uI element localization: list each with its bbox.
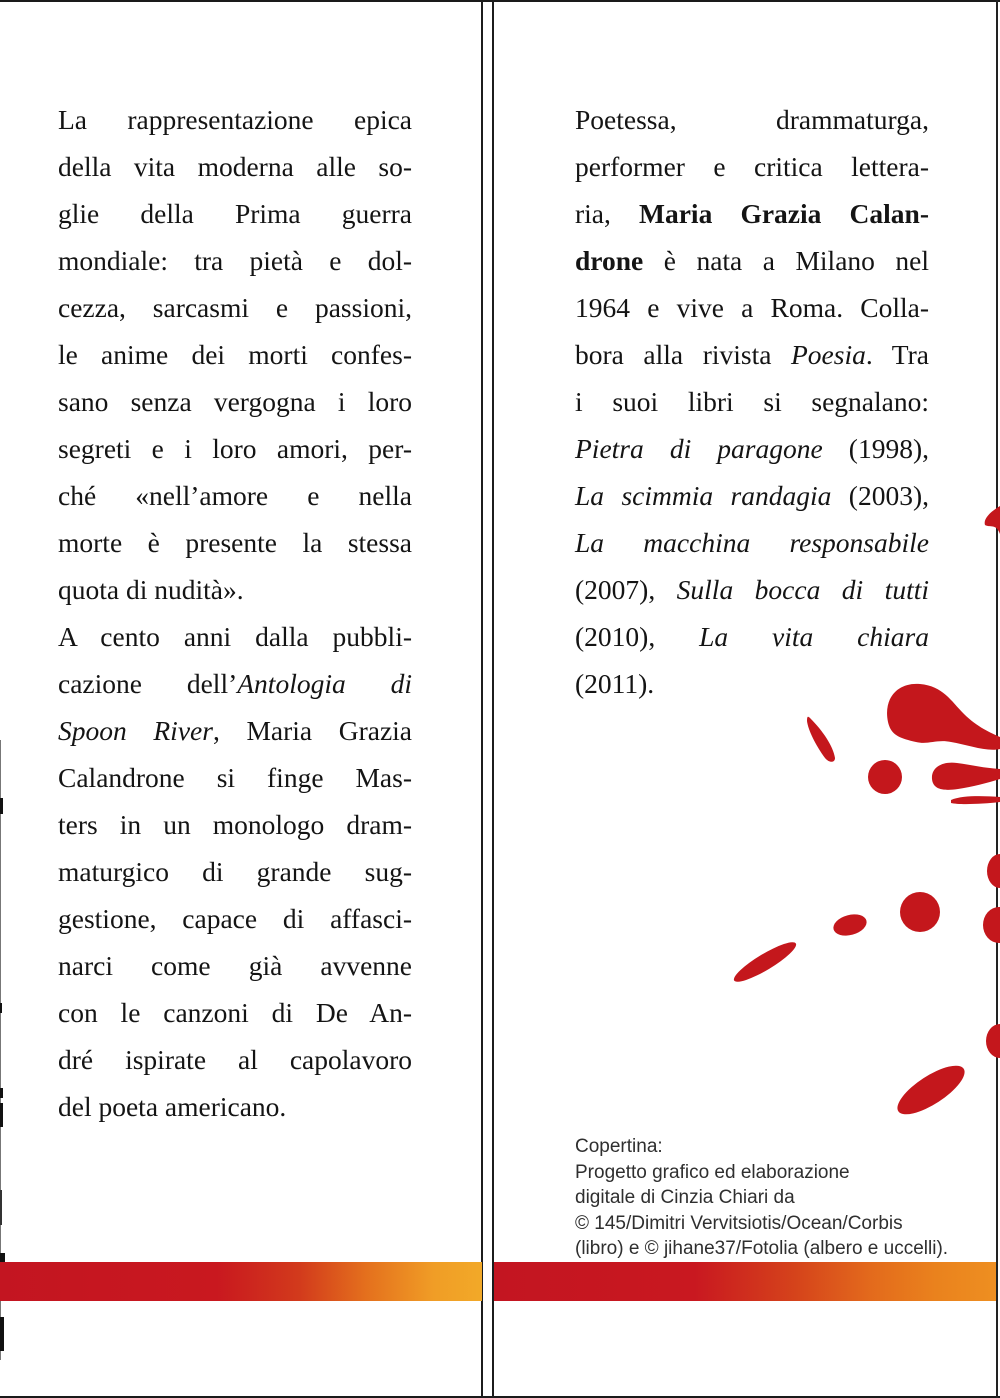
text-run: morte è presente la stessa xyxy=(58,527,412,558)
text-line xyxy=(58,1083,412,1130)
text-line xyxy=(58,331,412,378)
text-line xyxy=(58,942,412,989)
text-run: cezza, sarcasmi e passioni, xyxy=(58,292,412,323)
text-line xyxy=(575,331,929,378)
text-line xyxy=(575,425,929,472)
text-run: le anime dei morti confes- xyxy=(58,339,412,370)
text-run: (2007), xyxy=(575,574,677,605)
text-line xyxy=(58,895,412,942)
scan-edge-top xyxy=(0,0,1000,2)
text-line xyxy=(58,190,412,237)
text-line xyxy=(575,190,929,237)
splatter-blob xyxy=(987,854,1000,888)
text-line xyxy=(58,754,412,801)
text-run: (libro) e © jihane37/Fotolia (albero e uccelli). xyxy=(575,1238,949,1259)
text-line xyxy=(58,143,412,190)
splatter-blob xyxy=(887,684,1000,750)
text-line xyxy=(58,566,412,613)
splatter-blob xyxy=(807,717,835,762)
text-run: Sulla bocca di tutti xyxy=(676,574,929,605)
text-line xyxy=(58,613,412,660)
text-run: . Tra xyxy=(865,339,929,370)
splatter-blob xyxy=(985,506,1000,534)
text-run: performer e critica lettera- xyxy=(575,151,929,182)
splatter-blob xyxy=(868,760,902,794)
scan-artifact xyxy=(0,1003,2,1013)
text-line xyxy=(575,143,929,190)
splatter-blob xyxy=(986,1024,1000,1058)
text-run: Poetessa, drammaturga, xyxy=(575,104,929,135)
text-run: maturgico di grande sug- xyxy=(58,856,412,887)
splatter-blob xyxy=(983,907,1000,943)
text-run: mondiale: tra pietà e dol- xyxy=(58,245,412,276)
text-line xyxy=(58,519,412,566)
text-run: La scimmia randagia xyxy=(575,480,832,511)
text-run: La vita chiara xyxy=(699,621,929,652)
text-run: narci come già avvenne xyxy=(58,950,412,981)
text-run: cazione dell’ xyxy=(58,668,238,699)
splatter-blob xyxy=(831,911,869,939)
left-flap-description xyxy=(58,96,412,1130)
text-line xyxy=(58,425,412,472)
text-run: © 145/Dimitri Vervitsiotis/Ocean/Corbis xyxy=(575,1212,903,1234)
splatter-blob xyxy=(891,1057,972,1123)
scan-artifact xyxy=(0,1103,3,1127)
text-run: (2003), xyxy=(831,480,929,511)
text-line xyxy=(58,1036,412,1083)
text-line xyxy=(575,237,929,284)
text-run: della vita moderna alle so- xyxy=(58,151,412,182)
text-line xyxy=(58,801,412,848)
text-run: ria, xyxy=(575,198,640,229)
splatter-blob xyxy=(951,796,1000,804)
text-run: dré ispirate al capolavoro xyxy=(58,1044,412,1075)
text-line xyxy=(575,1211,975,1237)
scan-artifact xyxy=(0,1317,4,1351)
text-run: ters in un monologo dram- xyxy=(58,809,412,840)
text-run: Copertina: xyxy=(575,1136,663,1157)
text-run: glie della Prima guerra xyxy=(58,198,412,229)
scan-artifact xyxy=(0,1088,3,1098)
text-run: La macchina responsabile xyxy=(575,527,929,558)
flap-fold-line-left xyxy=(481,0,483,1398)
splatter-blob xyxy=(932,763,1000,790)
text-run: A cento anni dalla pubbli- xyxy=(58,621,412,652)
text-run: con le canzoni di De An- xyxy=(58,997,412,1028)
scan-artifact xyxy=(0,1190,2,1225)
text-run: ché «nell’amore e nella xyxy=(58,480,412,511)
text-run: (2011). xyxy=(575,668,655,699)
text-run: i suoi libri si segnalano: xyxy=(575,386,929,417)
text-line xyxy=(575,96,929,143)
red-ink-splatter-artwork xyxy=(700,470,1000,1170)
gradient-bar-left xyxy=(0,1262,482,1301)
text-line xyxy=(58,378,412,425)
flap-fold-line-right xyxy=(492,0,494,1398)
text-line xyxy=(58,989,412,1036)
text-run: sano senza vergogna i loro xyxy=(58,386,412,417)
text-run: bora alla rivista xyxy=(575,339,791,370)
text-run: drone xyxy=(575,245,644,276)
text-line xyxy=(575,1185,975,1211)
text-run: Poesia xyxy=(791,339,866,370)
scan-artifact xyxy=(0,798,3,814)
text-line xyxy=(58,660,412,707)
splatter-blob xyxy=(730,937,800,988)
text-run: Spoon River xyxy=(58,715,213,746)
splatter-blob xyxy=(900,892,940,932)
text-line xyxy=(575,1236,975,1262)
text-run: gestione, capace di affasci- xyxy=(58,903,412,934)
text-run: è nata a Milano nel xyxy=(643,245,929,276)
text-line xyxy=(58,707,412,754)
text-run: Pietra di paragone xyxy=(575,433,823,464)
text-line xyxy=(58,96,412,143)
text-run: Calandrone si finge Mas- xyxy=(58,762,412,793)
text-run: (2010), xyxy=(575,621,700,652)
text-run: Progetto grafico ed elaborazione xyxy=(575,1161,850,1183)
text-run: La rappresentazione epica xyxy=(58,104,412,135)
text-run: , Maria Grazia xyxy=(212,715,412,746)
gradient-bar-right xyxy=(494,1262,996,1301)
text-run: quota di nudità». xyxy=(58,574,244,605)
text-run: del poeta americano. xyxy=(58,1091,287,1122)
text-line xyxy=(575,378,929,425)
text-run: 1964 e vive a Roma. Colla- xyxy=(575,292,929,323)
text-line xyxy=(58,284,412,331)
text-line xyxy=(575,284,929,331)
text-run: Antologia di xyxy=(237,668,412,699)
text-run: digitale di Cinzia Chiari da xyxy=(575,1187,795,1208)
text-line xyxy=(58,848,412,895)
text-line xyxy=(58,237,412,284)
text-run: segreti e i loro amori, per- xyxy=(58,433,412,464)
text-line xyxy=(58,472,412,519)
text-run: (1998), xyxy=(822,433,929,464)
text-run: Maria Grazia Calan- xyxy=(639,198,929,229)
